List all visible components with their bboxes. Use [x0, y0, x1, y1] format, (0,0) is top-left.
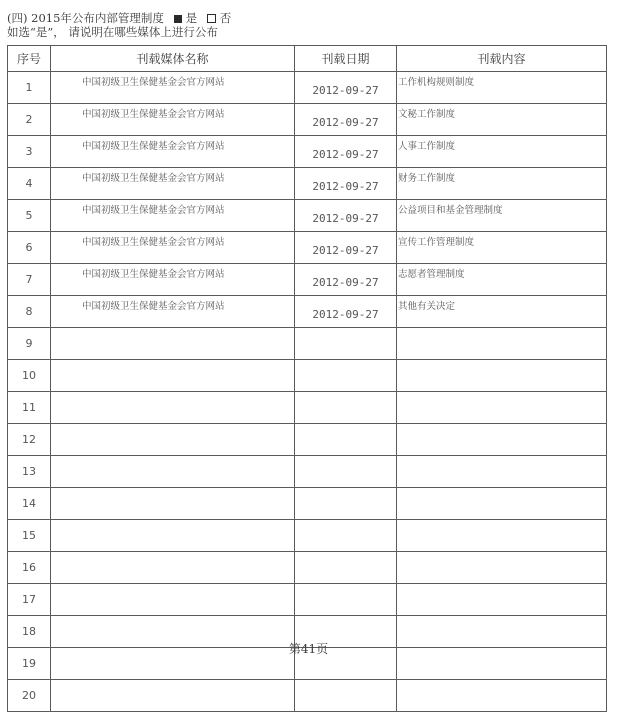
no-option-label: 否 [219, 11, 232, 25]
row-number: 9 [8, 328, 51, 360]
table-header-row [8, 46, 607, 72]
publish-date-cell [295, 456, 397, 488]
content-cell [397, 424, 607, 456]
media-name-cell [51, 680, 295, 712]
publish-date-cell [295, 360, 397, 392]
row-number: 10 [8, 360, 51, 392]
row-number: 8 [8, 296, 51, 328]
content-cell: 宣传工作管理制度 [397, 232, 607, 264]
section-title: (四) 2015年公布内部管理制度 [7, 11, 164, 25]
publish-date-cell: 2012-09-27 [295, 200, 397, 232]
row-number: 4 [8, 168, 51, 200]
row-number: 17 [8, 584, 51, 616]
row-number: 2 [8, 104, 51, 136]
content-cell [397, 520, 607, 552]
row-number: 7 [8, 264, 51, 296]
publish-date-cell: 2012-09-27 [295, 104, 397, 136]
table-row [8, 392, 607, 424]
row-number: 18 [8, 616, 51, 648]
media-name-cell [51, 584, 295, 616]
content-cell: 其他有关决定 [397, 296, 607, 328]
table-row [8, 680, 607, 712]
publish-date-cell [295, 680, 397, 712]
table-row [8, 104, 607, 136]
row-number: 20 [8, 680, 51, 712]
instruction-text: 如选“是”， 请说明在哪些媒体上进行公布 [7, 25, 218, 39]
content-cell: 工作机构规则制度 [397, 72, 607, 104]
media-name-cell: 中国初级卫生保健基金会官方网站 [51, 232, 295, 264]
content-cell [397, 360, 607, 392]
media-name-cell [51, 392, 295, 424]
publish-date-cell: 2012-09-27 [295, 168, 397, 200]
content-cell [397, 552, 607, 584]
table-row [8, 328, 607, 360]
publish-date-cell: 2012-09-27 [295, 72, 397, 104]
content-cell [397, 680, 607, 712]
publish-date-cell: 2012-09-27 [295, 232, 397, 264]
content-cell [397, 488, 607, 520]
media-name-cell [51, 456, 295, 488]
publish-date-cell [295, 584, 397, 616]
content-cell: 人事工作制度 [397, 136, 607, 168]
table-row [8, 264, 607, 296]
row-number: 3 [8, 136, 51, 168]
table-row [8, 456, 607, 488]
table-row [8, 136, 607, 168]
media-name-cell [51, 328, 295, 360]
table-row [8, 360, 607, 392]
yes-option-label: 是 [185, 11, 198, 25]
publish-date-cell [295, 488, 397, 520]
section-heading [7, 12, 231, 25]
col-header-no: 序号 [8, 46, 51, 72]
media-name-cell [51, 520, 295, 552]
media-name-cell: 中国初级卫生保健基金会官方网站 [51, 264, 295, 296]
publish-date-cell: 2012-09-27 [295, 264, 397, 296]
table-row [8, 296, 607, 328]
row-number: 14 [8, 488, 51, 520]
media-name-cell [51, 552, 295, 584]
col-header-date: 刊载日期 [295, 46, 397, 72]
col-header-content: 刊载内容 [397, 46, 607, 72]
unchecked-box-icon [207, 14, 216, 23]
table-row [8, 552, 607, 584]
content-cell [397, 328, 607, 360]
media-name-cell: 中国初级卫生保健基金会官方网站 [51, 72, 295, 104]
row-number: 19 [8, 648, 51, 680]
table-row [8, 424, 607, 456]
publish-date-cell: 2012-09-27 [295, 136, 397, 168]
table-row [8, 168, 607, 200]
publish-date-cell [295, 520, 397, 552]
table-row [8, 520, 607, 552]
row-number: 16 [8, 552, 51, 584]
publish-date-cell: 2012-09-27 [295, 296, 397, 328]
checked-box-icon [174, 15, 182, 23]
publish-date-cell [295, 424, 397, 456]
content-cell: 文秘工作制度 [397, 104, 607, 136]
page-number: 第41页 [288, 642, 329, 656]
row-number: 12 [8, 424, 51, 456]
content-cell [397, 456, 607, 488]
row-number: 11 [8, 392, 51, 424]
row-number: 1 [8, 72, 51, 104]
content-cell: 公益项目和基金管理制度 [397, 200, 607, 232]
content-cell [397, 584, 607, 616]
publish-date-cell [295, 552, 397, 584]
table-row [8, 72, 607, 104]
content-cell: 志愿者管理制度 [397, 264, 607, 296]
media-name-cell [51, 360, 295, 392]
media-name-cell [51, 488, 295, 520]
media-name-cell: 中国初级卫生保健基金会官方网站 [51, 136, 295, 168]
media-name-cell: 中国初级卫生保健基金会官方网站 [51, 168, 295, 200]
media-name-cell: 中国初级卫生保健基金会官方网站 [51, 296, 295, 328]
publish-date-cell [295, 392, 397, 424]
row-number: 5 [8, 200, 51, 232]
col-header-media: 刊载媒体名称 [51, 46, 295, 72]
row-number: 15 [8, 520, 51, 552]
media-name-cell [51, 424, 295, 456]
table-row [8, 584, 607, 616]
table-row [8, 488, 607, 520]
media-name-cell: 中国初级卫生保健基金会官方网站 [51, 104, 295, 136]
row-number: 6 [8, 232, 51, 264]
media-name-cell: 中国初级卫生保健基金会官方网站 [51, 200, 295, 232]
table-row [8, 200, 607, 232]
content-cell [397, 392, 607, 424]
disclosure-table [7, 45, 607, 712]
row-number: 13 [8, 456, 51, 488]
table-row [8, 232, 607, 264]
publish-date-cell [295, 328, 397, 360]
content-cell: 财务工作制度 [397, 168, 607, 200]
